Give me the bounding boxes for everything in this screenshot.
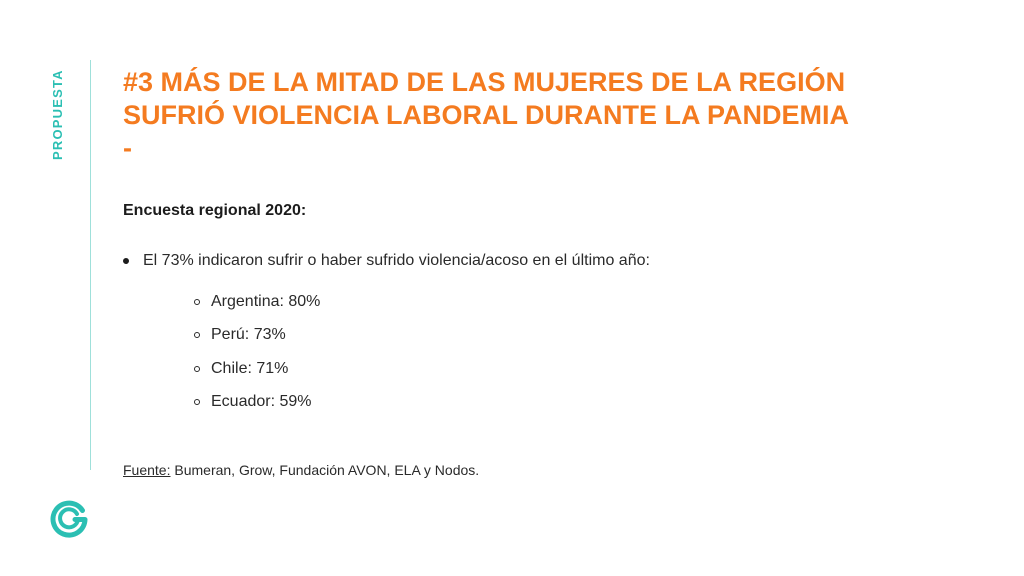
side-divider bbox=[90, 60, 91, 470]
list-item bbox=[194, 285, 320, 319]
list-item bbox=[194, 386, 320, 420]
list-item bbox=[194, 319, 320, 353]
side-label: PROPUESTA bbox=[50, 69, 65, 160]
list-item bbox=[194, 352, 320, 386]
country-stat: Argentina: 80% bbox=[211, 292, 321, 310]
hollow-bullet-icon bbox=[194, 299, 200, 305]
country-stat: Chile: 71% bbox=[211, 359, 289, 377]
hollow-bullet-icon bbox=[194, 366, 200, 372]
title-line-2: SUFRIÓ VIOLENCIA LABORAL DURANTE LA PANDEMIA bbox=[123, 100, 849, 130]
hollow-bullet-icon bbox=[194, 399, 200, 405]
country-stat: Perú: 73% bbox=[211, 326, 286, 344]
hollow-bullet-icon bbox=[194, 332, 200, 338]
title-line-1: #3 MÁS DE LA MITAD DE LAS MUJERES DE LA REGIÓN bbox=[123, 67, 846, 97]
grow-logo-icon bbox=[48, 498, 90, 540]
title-line-3: - bbox=[123, 133, 132, 163]
bullet-dot-icon bbox=[123, 258, 129, 264]
survey-subtitle: Encuesta regional 2020: bbox=[123, 202, 307, 219]
source-note bbox=[123, 462, 479, 478]
country-stat: Ecuador: 59% bbox=[211, 393, 312, 411]
slide-title bbox=[123, 66, 923, 165]
source-prefix: Fuente: bbox=[123, 462, 171, 478]
main-bullet bbox=[123, 252, 650, 270]
main-bullet-text: El 73% indicaron sufrir o haber sufrido violencia/acoso en el último año: bbox=[143, 252, 650, 269]
source-text: Bumeran, Grow, Fundación AVON, ELA y Nodos. bbox=[170, 462, 480, 478]
country-list bbox=[194, 285, 320, 419]
